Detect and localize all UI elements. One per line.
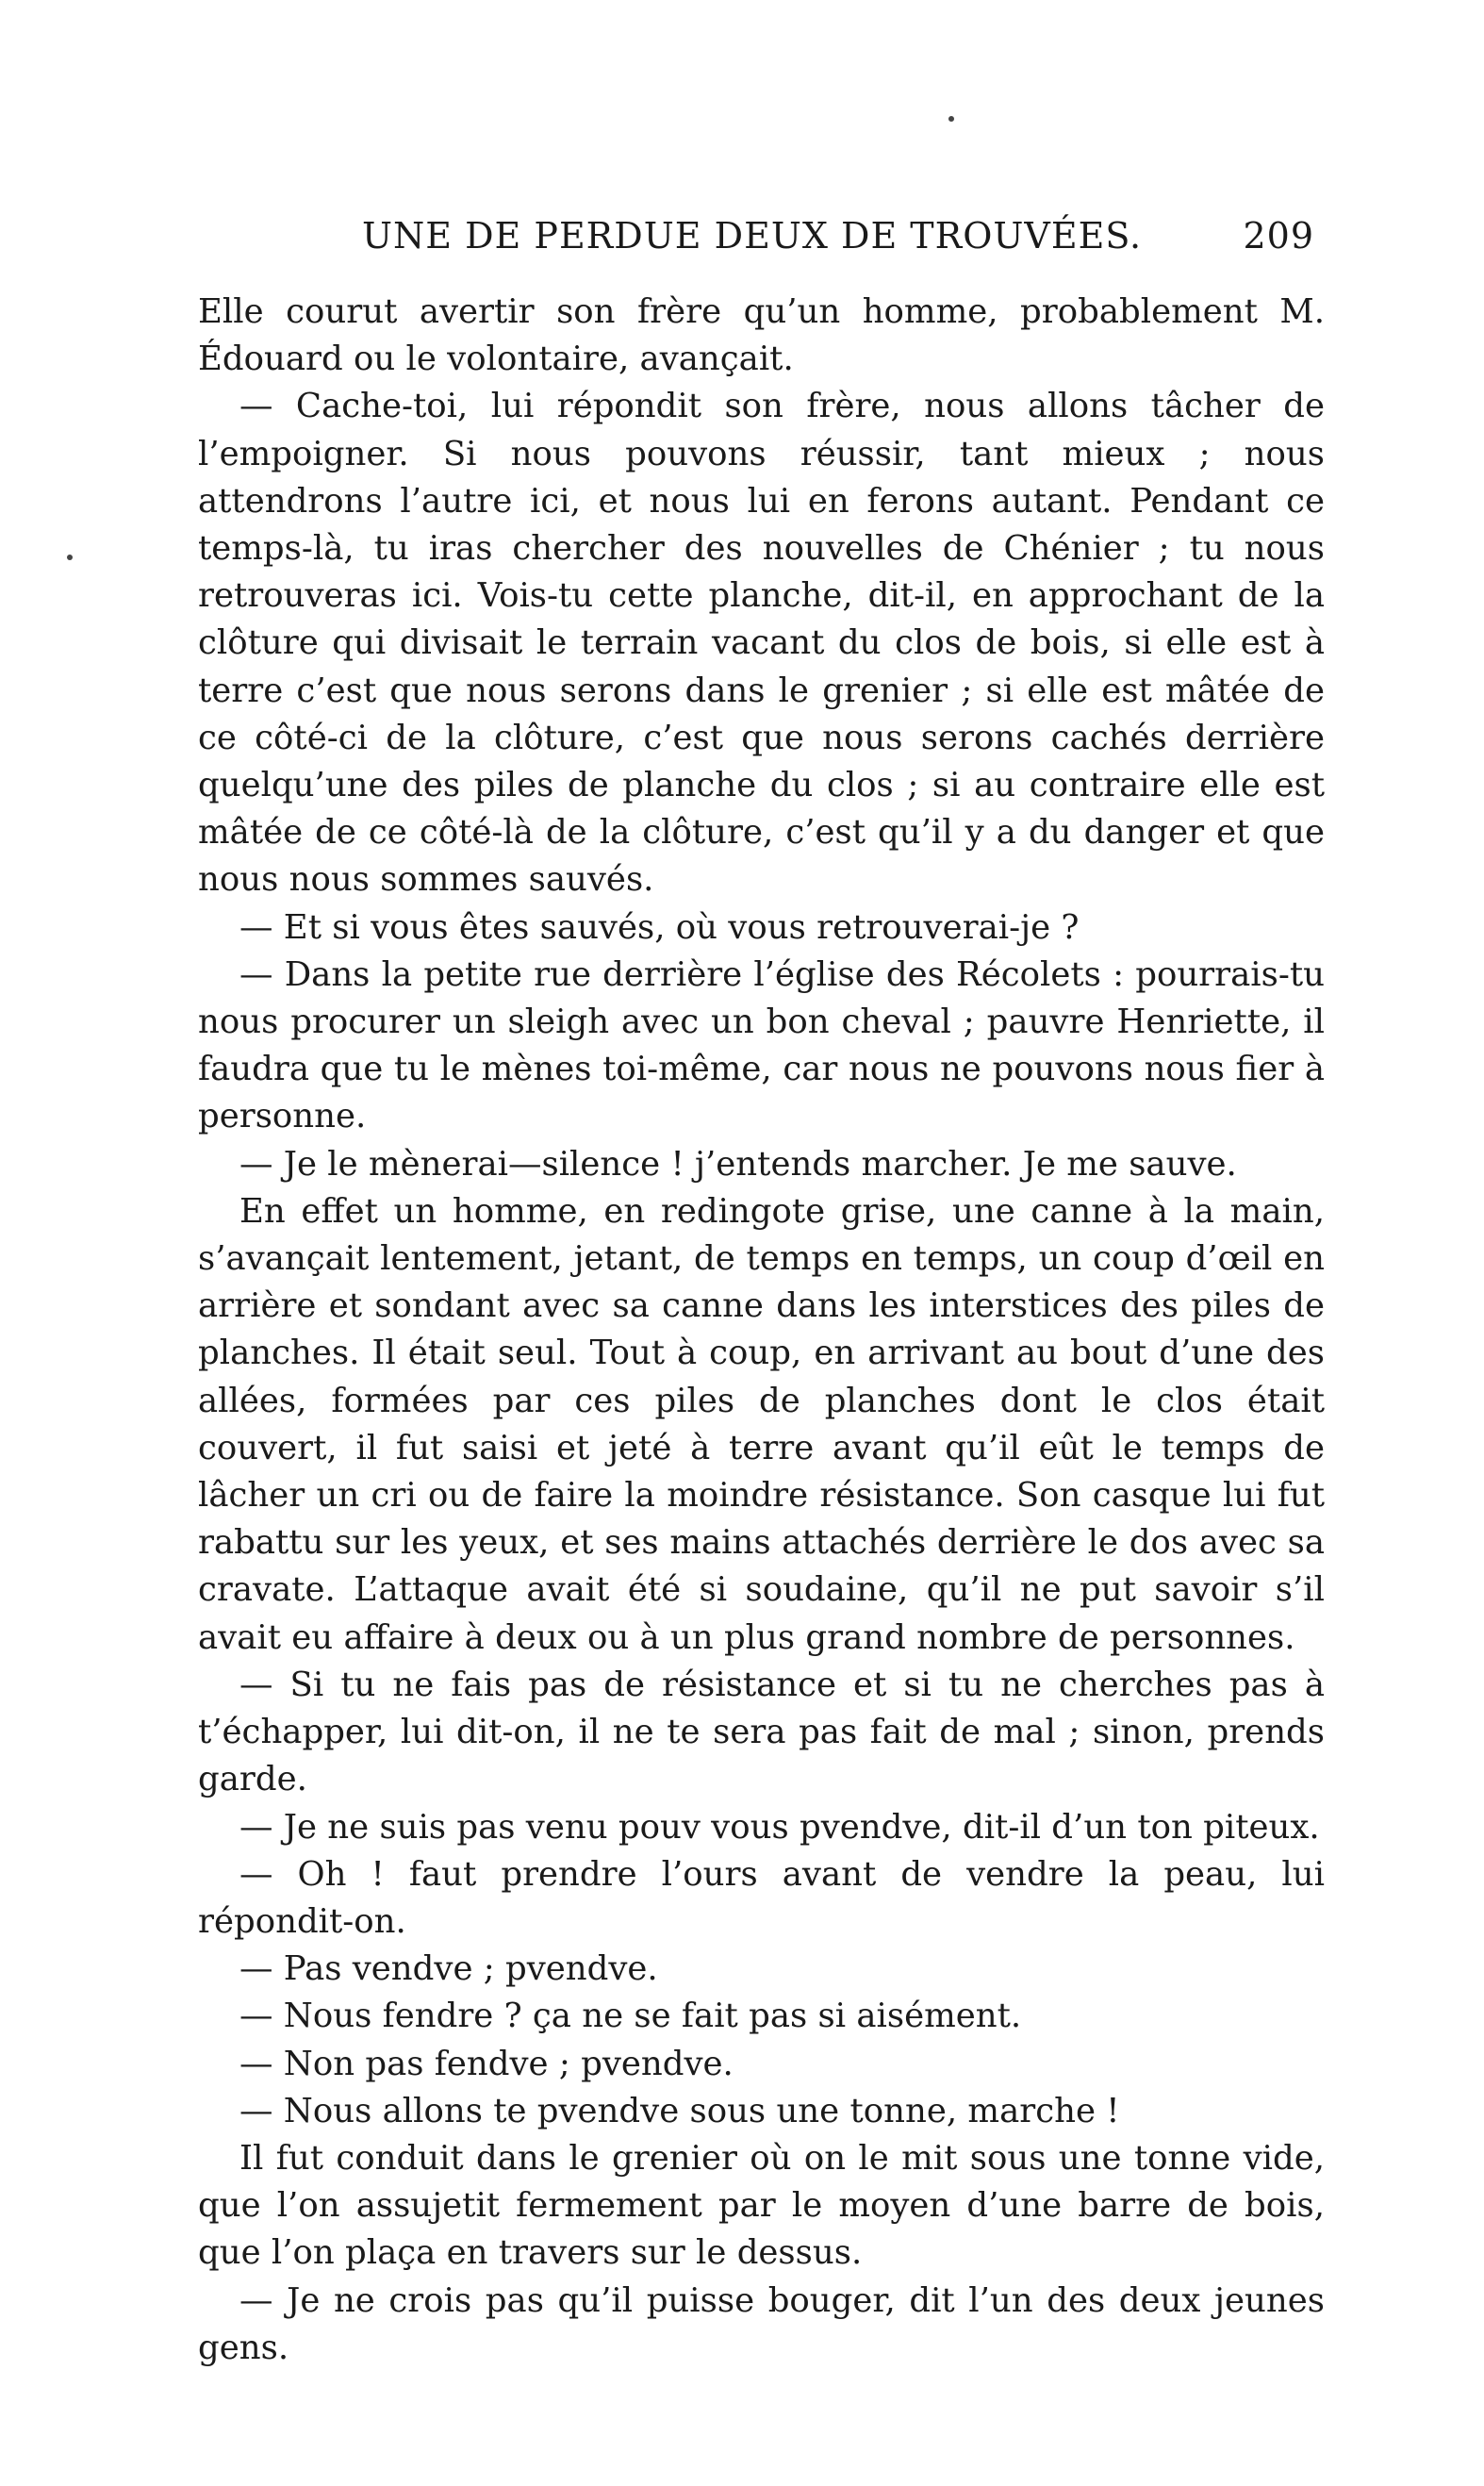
- paragraph: — Pas vendve ; pvendve.: [239, 1949, 658, 1989]
- paragraph: — Nous fendre ? ça ne se fait pas si aisément.: [239, 1997, 1022, 2036]
- paragraph: Il fut conduit dans le grenier où on le mit sous une tonne vide, que l’on assujetit fermement par le moyen d’une barre de bois, que l’on plaça en travers sur le dessus.: [198, 2138, 1325, 2273]
- header-title: UNE DE PERDUE DEUX DE TROUVÉES.: [362, 215, 1143, 257]
- paragraph: — Cache-toi, lui répondit son frère, nous allons tâcher de l’empoigner. Si nous pouvons réussir, tant mieux ; nous attendrons l’autre ici, et nous lui en ferons autant. Pendant ce temps-là, tu iras chercher des nouvelles de Chénier ; tu nous retrouveras ici. Vois-tu cette planche, dit-il, en approchant de la clôture qui divisait le terrain vacant du clos de bois, si elle est à terre c’est que nous serons dans le grenier ; si elle est mâtée de ce côté-ci de la clôture, c’est que nous serons cachés derrière quelqu’une des piles de planche du clos ; si au contraire elle est mâtée de ce côté-là de la clôture, c’est qu’il y a du danger et que nous nous sommes sauvés.: [198, 387, 1325, 900]
- running-header: [362, 215, 1314, 257]
- page-number: 209: [1243, 215, 1314, 257]
- paragraph: Elle courut avertir son frère qu’un homme, probablement M. Édouard ou le volontaire, avançait.: [198, 292, 1325, 379]
- paragraph: — Non pas fendve ; pvendve.: [239, 2044, 734, 2083]
- paragraph: En effet un homme, en redingote grise, une canne à la main, s’avançait lentement, jetant, de temps en temps, un coup d’œil en arrière et sondant avec sa canne dans les interstices des piles de planches. Il était seul. Tout à coup, en arrivant au bout d’une des allées, formées par ces piles de planches dont le clos était couvert, il fut saisi et jeté à terre avant qu’il eût le temps de lâcher un cri ou de faire la moindre résistance. Son casque lui fut rabattu sur les yeux, et ses mains attachés derrière le dos avec sa cravate. L’attaque avait été si soudaine, qu’il ne put savoir s’il avait eu affaire à deux ou à un plus grand nombre de personnes.: [198, 1191, 1325, 1657]
- paragraph: — Si tu ne fais pas de résistance et si tu ne cherches pas à t’échapper, lui dit-on, il ne te sera pas fait de mal ; sinon, prends garde.: [198, 1665, 1325, 1799]
- speck-mark: [948, 116, 954, 122]
- paragraph: — Je ne suis pas venu pouv vous pvendve, dit-il d’un ton piteux.: [239, 1807, 1320, 1847]
- paragraph: — Oh ! faut prendre l’ours avant de vendre la peau, lui répondit-on.: [198, 1854, 1325, 1941]
- paragraph: — Dans la petite rue derrière l’église des Récolets : pourrais-tu nous procurer un sleigh avec un bon cheval ; pauvre Henriette, il faudra que tu le mènes toi-même, car nous ne pouvons nous fier à personne.: [198, 954, 1325, 1136]
- paragraph: — Nous allons te pvendve sous une tonne, marche !: [239, 2091, 1120, 2130]
- body-text: [198, 289, 1325, 2372]
- paragraph: — Et si vous êtes sauvés, où vous retrouverai-je ?: [239, 907, 1080, 947]
- speck-mark: [67, 555, 73, 560]
- paragraph: — Je ne crois pas qu’il puisse bouger, dit l’un des deux jeunes gens.: [198, 2280, 1325, 2367]
- paragraph: — Je le mènerai—silence ! j’entends marcher. Je me sauve.: [239, 1144, 1237, 1184]
